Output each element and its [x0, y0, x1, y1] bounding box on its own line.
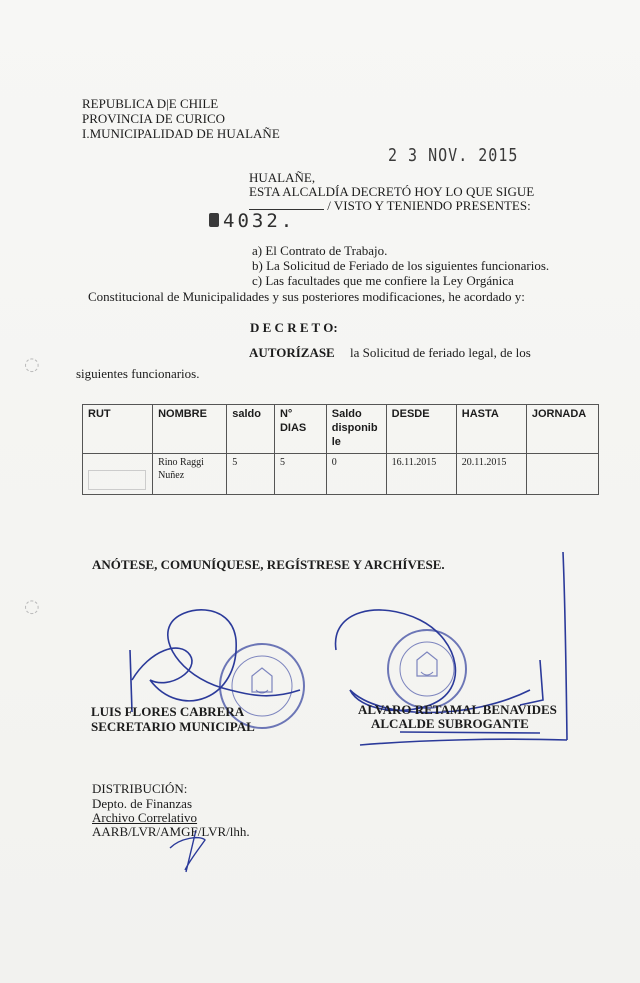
header-municipality: I.MUNICIPALIDAD DE HUALAÑE — [82, 126, 280, 141]
autorizase-keyword: AUTORÍZASE — [249, 345, 335, 360]
cell-desde: 16.11.2015 — [386, 454, 456, 495]
distribution-line1: Depto. de Finanzas — [92, 796, 193, 811]
header-republic: REPUBLICA D|E CHILE — [82, 96, 219, 111]
closing-formula: ANÓTESE, COMUNÍQUESE, REGÍSTRESE Y ARCHÍVESE. — [92, 557, 445, 572]
autorizase-rest: la Solicitud de feriado legal, de los — [349, 345, 531, 360]
consideration-b: b) La Solicitud de Feriado de los siguientes funcionarios. — [252, 258, 550, 273]
cell-hasta: 20.11.2015 — [456, 454, 526, 495]
consideration-c: c) Las facultades que me confiere la Ley Orgánica — [252, 273, 514, 288]
punch-mark-icon: ◌ — [24, 596, 40, 617]
autorizase-cont: siguientes funcionarios. — [76, 366, 200, 381]
col-header-hasta: HASTA — [456, 405, 526, 454]
header-province: PROVINCIA DE CURICO — [82, 111, 226, 126]
right-signer-name: ALVARO RETAMAL BENAVIDES — [358, 702, 557, 717]
col-header-dias: N° DIAS — [274, 405, 326, 454]
decreto-title: D E C R E T O: — [250, 320, 338, 335]
punch-mark-icon: ◌ — [24, 354, 40, 375]
col-header-desde: DESDE — [386, 405, 456, 454]
right-signer-title: ALCALDE SUBROGANTE — [371, 716, 529, 731]
col-header-saldo: saldo — [227, 405, 275, 454]
cell-saldo: 5 — [227, 454, 275, 495]
distribution-line2: Archivo Correlativo — [92, 810, 198, 825]
consideration-c-cont: Constitucional de Municipalidades y sus posteriores modificaciones, he acordado y: — [88, 289, 525, 304]
cell-saldo-disponible: 0 — [326, 454, 386, 495]
left-signer-name: LUIS FLORES CABRERA — [91, 704, 245, 719]
cell-dias: 5 — [274, 454, 326, 495]
intro-line1: ESTA ALCALDÍA DECRETÓ HOY LO QUE SIGUE — [249, 184, 535, 199]
date-stamp: 2 3 NOV. 2015 — [388, 144, 519, 166]
col-header-rut: RUT — [83, 405, 153, 454]
left-signer-title: SECRETARIO MUNICIPAL — [91, 719, 255, 734]
col-header-nombre: NOMBRE — [153, 405, 227, 454]
decree-number: 4032. — [223, 210, 296, 232]
left-signature-icon — [130, 610, 300, 712]
distribution-line3: AARB/LVR/AMGF/LVR/lhh. — [92, 824, 250, 839]
right-seal-icon — [388, 630, 466, 708]
place-name: HUALAÑE, — [249, 170, 316, 185]
distribution-title: DISTRIBUCIÓN: — [92, 781, 188, 796]
col-header-jornada: JORNADA — [526, 405, 598, 454]
intro-line2-text: / VISTO Y TENIENDO PRESENTES: — [327, 198, 531, 213]
col-header-saldo-disponible: Saldo disponib le — [326, 405, 386, 454]
consideration-a: a) El Contrato de Trabajo. — [252, 243, 388, 258]
cell-nombre: Rino Raggi Nuñez — [153, 454, 227, 495]
